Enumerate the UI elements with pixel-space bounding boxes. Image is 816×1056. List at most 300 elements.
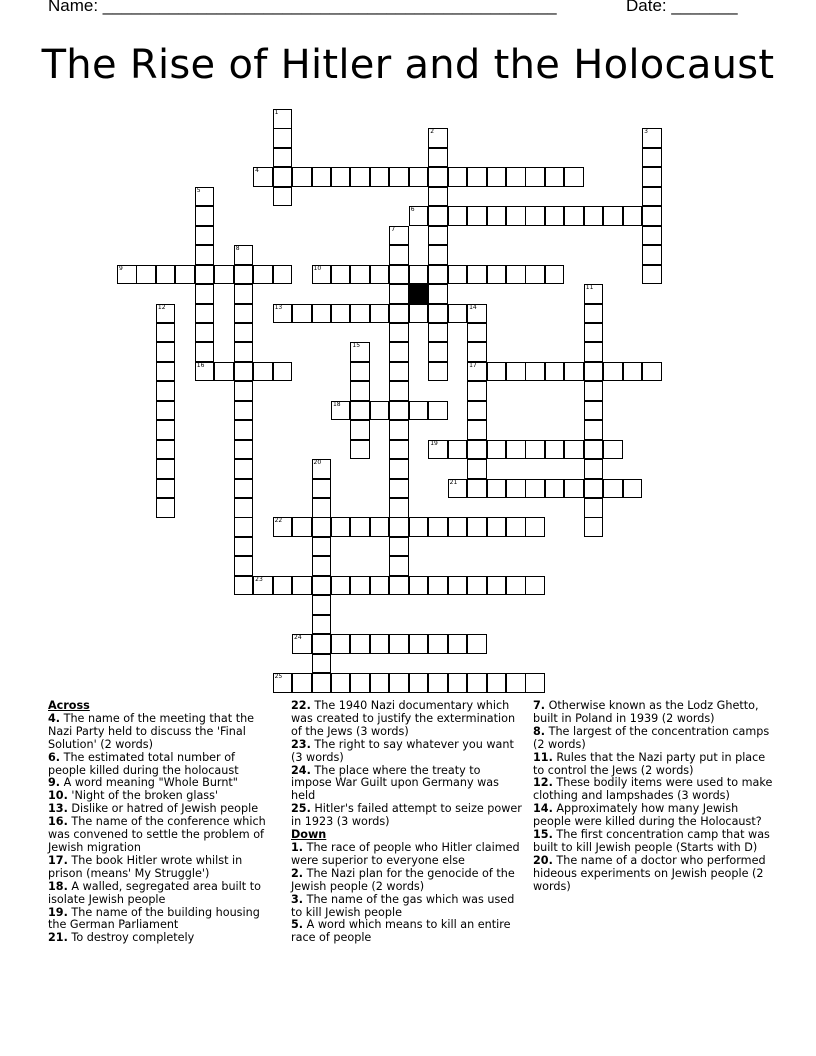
name-field[interactable]: Name: ________________________________________________ [48,0,557,15]
clue-number: 20 [313,459,322,467]
grid-cell[interactable] [448,517,468,537]
grid-cell[interactable] [234,420,254,440]
grid-cell[interactable] [545,167,565,187]
grid-cell[interactable] [623,206,643,226]
grid-cell[interactable] [350,576,370,596]
grid-cell[interactable] [214,362,234,382]
grid-cell[interactable] [487,517,507,537]
grid-cell[interactable] [525,517,545,537]
grid-cell[interactable] [642,226,662,246]
grid-cell[interactable] [234,245,254,265]
grid-cell[interactable] [156,323,176,343]
grid-cell[interactable] [487,362,507,382]
grid-cell[interactable] [331,265,351,285]
grid-cell[interactable] [467,206,487,226]
grid-cell[interactable] [448,206,468,226]
grid-cell[interactable] [389,673,409,693]
grid-cell[interactable] [525,479,545,499]
grid-cell[interactable] [603,362,623,382]
grid-cell[interactable] [292,576,312,596]
grid-cell[interactable] [273,148,293,168]
grid-cell[interactable] [389,362,409,382]
grid-cell[interactable] [467,576,487,596]
grid-cell[interactable] [409,401,429,421]
grid-cell[interactable] [312,556,332,576]
grid-cell[interactable] [409,576,429,596]
grid-cell[interactable] [428,265,448,285]
grid-cell[interactable] [234,498,254,518]
grid-cell[interactable] [506,265,526,285]
grid-cell[interactable] [273,673,293,693]
grid-cell[interactable] [448,304,468,324]
grid-cell[interactable] [389,556,409,576]
grid-cell[interactable] [642,187,662,207]
grid-cell[interactable] [623,362,643,382]
grid-cell[interactable] [156,401,176,421]
grid-cell[interactable] [156,459,176,479]
clue-number-label: 17. [48,853,68,867]
clue-number: 16 [196,361,205,369]
grid-cell[interactable] [584,498,604,518]
grid-cell[interactable] [389,459,409,479]
grid-cell[interactable] [487,206,507,226]
grid-cell[interactable] [156,362,176,382]
grid-cell[interactable] [312,673,332,693]
grid-cell[interactable] [409,517,429,537]
grid-cell[interactable] [350,517,370,537]
grid-cell[interactable] [409,265,429,285]
grid-cell[interactable] [195,342,215,362]
grid-cell[interactable] [253,576,273,596]
grid-cell[interactable] [273,362,293,382]
grid-cell[interactable] [234,304,254,324]
grid-cell[interactable] [564,362,584,382]
grid-cell[interactable] [584,323,604,343]
grid-cell[interactable] [584,381,604,401]
grid-cell[interactable] [234,381,254,401]
grid-cell[interactable] [584,420,604,440]
grid-cell[interactable] [428,576,448,596]
grid-cell[interactable] [234,342,254,362]
clue-text: The place where the treaty to impose War Guilt upon Germany was held [291,763,499,803]
grid-cell[interactable] [389,304,409,324]
clue-text: The first concentration camp that was built to kill Jewish people (Starts with D) [533,828,770,854]
clue-number-label: 11. [533,750,553,764]
grid-cell[interactable] [448,634,468,654]
grid-cell[interactable] [195,284,215,304]
grid-cell[interactable] [409,167,429,187]
grid-cell[interactable] [467,440,487,460]
grid-cell[interactable] [389,537,409,557]
grid-cell[interactable] [584,342,604,362]
grid-cell[interactable] [234,284,254,304]
grid-cell[interactable] [409,673,429,693]
clue-number-label: 6. [48,750,61,764]
grid-cell[interactable] [389,440,409,460]
grid-cell[interactable] [117,265,137,285]
clues-column-1 [48,700,274,945]
clue-text: The largest of the concentration camps (2 words) [533,724,770,751]
clue-number-label: 25. [291,802,311,816]
clue-number-label: 19. [48,905,68,919]
grid-cell[interactable] [506,479,526,499]
grid-cell[interactable] [350,167,370,187]
grid-cell[interactable] [292,673,312,693]
grid-cell[interactable] [487,167,507,187]
grid-cell[interactable] [487,479,507,499]
grid-cell[interactable] [467,304,487,324]
grid-cell[interactable] [156,381,176,401]
grid-cell[interactable] [195,304,215,324]
grid-cell[interactable] [584,304,604,324]
grid-cell[interactable] [409,206,429,226]
clue-number: 19 [430,439,438,447]
grid-cell[interactable] [389,634,409,654]
grid-cell[interactable] [195,265,215,285]
grid-cell[interactable] [467,673,487,693]
grid-cell[interactable] [389,265,409,285]
grid-cell[interactable] [584,362,604,382]
clue-item [291,894,523,920]
grid-cell[interactable] [214,265,234,285]
clue-number-label: 23. [291,737,311,751]
grid-cell[interactable] [234,401,254,421]
grid-cell[interactable] [350,342,370,362]
clue-item [533,752,773,778]
grid-cell[interactable] [389,323,409,343]
grid-cell[interactable] [467,420,487,440]
grid-cell[interactable] [312,498,332,518]
grid-cell[interactable] [389,576,409,596]
grid-cell[interactable] [234,537,254,557]
grid-cell[interactable] [312,595,332,615]
grid-cell[interactable] [584,401,604,421]
grid-cell[interactable] [545,362,565,382]
grid-cell[interactable] [409,304,429,324]
grid-cell[interactable] [506,362,526,382]
grid-cell[interactable] [428,128,448,148]
grid-cell[interactable] [428,362,448,382]
grid-cell[interactable] [642,245,662,265]
grid-cell[interactable] [253,362,273,382]
grid-cell[interactable] [350,381,370,401]
grid-cell[interactable] [642,148,662,168]
grid-cell[interactable] [642,206,662,226]
grid-cell[interactable] [448,265,468,285]
grid-cell[interactable] [428,440,448,460]
grid-cell[interactable] [292,167,312,187]
grid-cell[interactable] [584,479,604,499]
grid-cell[interactable] [331,167,351,187]
grid-cell[interactable] [370,304,390,324]
grid-cell[interactable] [253,265,273,285]
grid-cell[interactable] [292,517,312,537]
grid-cell[interactable] [312,537,332,557]
grid-cell[interactable] [136,265,156,285]
grid-cell[interactable] [506,440,526,460]
clue-item [291,700,523,739]
grid-cell[interactable] [234,265,254,285]
grid-cell[interactable] [545,440,565,460]
grid-cell[interactable] [234,517,254,537]
grid-cell[interactable] [428,517,448,537]
clue-text: To destroy completely [71,931,195,945]
grid-cell[interactable] [564,479,584,499]
grid-cell[interactable] [428,323,448,343]
grid-cell[interactable] [603,206,623,226]
grid-cell[interactable] [156,265,176,285]
grid-cell[interactable] [428,206,448,226]
grid-cell[interactable] [506,517,526,537]
grid-cell[interactable] [312,615,332,635]
grid-cell[interactable] [428,342,448,362]
grid-cell[interactable] [273,187,293,207]
grid-cell[interactable] [525,576,545,596]
grid-cell[interactable] [448,576,468,596]
grid-cell[interactable] [506,206,526,226]
grid-cell[interactable] [370,401,390,421]
grid-cell[interactable] [525,362,545,382]
clue-number-label: 13. [48,802,68,816]
grid-cell[interactable] [156,498,176,518]
grid-cell[interactable] [312,304,332,324]
clue-number-label: 8. [533,724,546,738]
grid-cell[interactable] [584,206,604,226]
clue-number: 13 [274,303,283,311]
grid-cell[interactable] [467,342,487,362]
grid-cell[interactable] [389,245,409,265]
grid-cell[interactable] [156,342,176,362]
grid-cell[interactable] [234,362,254,382]
grid-cell[interactable] [273,109,293,129]
grid-cell[interactable] [370,167,390,187]
grid-cell[interactable] [234,576,254,596]
grid-cell[interactable] [428,304,448,324]
grid-cell[interactable] [564,206,584,226]
grid-cell[interactable] [642,362,662,382]
clue-item [48,816,274,855]
clue-text: The 1940 Nazi documentary which was created to justify the extermination of the Jews (3 words) [291,699,516,738]
grid-cell[interactable] [467,323,487,343]
grid-cell[interactable] [273,576,293,596]
grid-cell[interactable] [584,284,604,304]
grid-cell[interactable] [156,479,176,499]
grid-cell[interactable] [312,654,332,674]
grid-cell[interactable] [525,673,545,693]
grid-cell[interactable] [253,167,273,187]
grid-cell[interactable] [234,323,254,343]
grid-cell[interactable] [273,517,293,537]
grid-cell[interactable] [545,206,565,226]
grid-cell[interactable] [467,265,487,285]
grid-cell[interactable] [175,265,195,285]
grid-cell[interactable] [448,167,468,187]
grid-cell[interactable] [564,440,584,460]
grid-cell[interactable] [370,517,390,537]
clue-number: 22 [274,517,283,525]
grid-cell[interactable] [331,401,351,421]
grid-cell[interactable] [273,167,293,187]
grid-cell[interactable] [545,479,565,499]
clue-text: The name of the meeting that the Nazi Party held to discuss the 'Final Solution' (2 words) [48,711,255,751]
grid-cell[interactable] [195,323,215,343]
grid-cell[interactable] [350,634,370,654]
grid-cell[interactable] [467,362,487,382]
grid-cell[interactable] [564,167,584,187]
grid-cell[interactable] [331,576,351,596]
grid-cell[interactable] [642,167,662,187]
grid-cell[interactable] [506,167,526,187]
grid-cell[interactable] [487,440,507,460]
grid-cell[interactable] [350,440,370,460]
grid-cell[interactable] [389,401,409,421]
grid-cell[interactable] [525,440,545,460]
grid-cell[interactable] [312,576,332,596]
clue-text: The right to say whatever you want (3 words) [291,737,514,764]
grid-cell[interactable] [370,634,390,654]
date-field[interactable]: Date: _______ [626,0,738,15]
grid-cell[interactable] [467,401,487,421]
grid-cell[interactable] [234,459,254,479]
clue-number: 25 [274,673,283,681]
clue-number: 5 [196,186,201,194]
grid-cell[interactable] [623,479,643,499]
grid-cell[interactable] [389,498,409,518]
grid-cell[interactable] [350,401,370,421]
grid-cell[interactable] [195,245,215,265]
grid-cell[interactable] [428,148,448,168]
grid-cell[interactable] [389,342,409,362]
grid-cell[interactable] [487,576,507,596]
grid-cell[interactable] [584,517,604,537]
grid-cell[interactable] [389,420,409,440]
grid-cell[interactable] [525,167,545,187]
grid-cell[interactable] [350,420,370,440]
grid-cell[interactable] [350,265,370,285]
grid-cell[interactable] [467,167,487,187]
clue-number: 12 [157,303,166,311]
grid-cell[interactable] [273,304,293,324]
clue-number-label: 7. [533,699,546,712]
grid-cell[interactable] [350,673,370,693]
clue-item [533,726,773,752]
grid-cell[interactable] [312,517,332,537]
grid-cell[interactable] [428,284,448,304]
grid-cell[interactable] [312,265,332,285]
grid-cell[interactable] [428,634,448,654]
clue-item [291,803,523,829]
clue-text: The estimated total number of people killed during the holocaust [48,750,239,777]
grid-cell[interactable] [292,304,312,324]
grid-cell[interactable] [603,440,623,460]
grid-cell[interactable] [234,479,254,499]
grid-cell[interactable] [350,304,370,324]
grid-cell[interactable] [389,479,409,499]
grid-cell[interactable] [370,673,390,693]
grid-cell[interactable] [195,362,215,382]
clue-text: The name of a doctor who performed hideous experiments on Jewish people (2 words) [533,853,766,893]
grid-cell[interactable] [292,634,312,654]
grid-cell[interactable] [312,459,332,479]
grid-cell[interactable] [273,128,293,148]
grid-cell[interactable] [448,440,468,460]
grid-cell[interactable] [487,265,507,285]
grid-cell[interactable] [525,265,545,285]
grid-cell[interactable] [234,556,254,576]
grid-cell[interactable] [389,284,409,304]
grid-cell[interactable] [156,420,176,440]
clue-number-label: 18. [48,879,68,893]
grid-cell[interactable] [467,381,487,401]
clue-text: These bodily items were used to make clothing and lampshades (3 words) [533,776,773,803]
grid-cell[interactable] [331,304,351,324]
grid-cell[interactable] [467,479,487,499]
grid-cell[interactable] [195,226,215,246]
clue-number: 11 [585,284,594,292]
grid-cell[interactable] [428,167,448,187]
grid-cell[interactable] [195,206,215,226]
grid-cell[interactable] [428,245,448,265]
clue-number: 4 [255,167,259,175]
clue-number: 8 [235,245,240,253]
grid-cell[interactable] [506,576,526,596]
grid-cell[interactable] [428,401,448,421]
clue-number: 21 [449,478,458,486]
grid-cell[interactable] [448,673,468,693]
grid-cell[interactable] [156,304,176,324]
grid-cell[interactable] [331,634,351,654]
grid-cell[interactable] [448,479,468,499]
grid-cell[interactable] [273,265,293,285]
grid-cell[interactable] [312,167,332,187]
grid-cell[interactable] [428,226,448,246]
grid-cell[interactable] [467,634,487,654]
grid-cell[interactable] [389,226,409,246]
grid-cell[interactable] [525,206,545,226]
grid-cell[interactable] [409,634,429,654]
grid-cell[interactable] [370,576,390,596]
grid-cell[interactable] [506,673,526,693]
grid-cell[interactable] [642,265,662,285]
grid-cell[interactable] [331,517,351,537]
grid-cell[interactable] [389,167,409,187]
grid-cell[interactable] [642,128,662,148]
grid-cell[interactable] [312,634,332,654]
grid-cell[interactable] [467,459,487,479]
grid-cell[interactable] [584,459,604,479]
grid-cell[interactable] [603,479,623,499]
grid-cell[interactable] [584,440,604,460]
grid-cell[interactable] [234,440,254,460]
clue-number: 6 [410,206,415,214]
clue-item [291,919,523,945]
grid-cell[interactable] [487,673,507,693]
grid-cell[interactable] [389,381,409,401]
grid-cell[interactable] [428,187,448,207]
clue-item [48,855,274,881]
grid-cell[interactable] [467,517,487,537]
clue-text: The name of the building housing the German Parliament [48,905,260,932]
grid-cell[interactable] [428,673,448,693]
grid-cell[interactable] [545,265,565,285]
grid-cell[interactable] [350,362,370,382]
grid-cell[interactable] [370,265,390,285]
grid-cell[interactable] [331,673,351,693]
grid-cell[interactable] [389,517,409,537]
grid-cell[interactable] [156,440,176,460]
grid-cell[interactable] [312,479,332,499]
grid-cell[interactable] [195,187,215,207]
